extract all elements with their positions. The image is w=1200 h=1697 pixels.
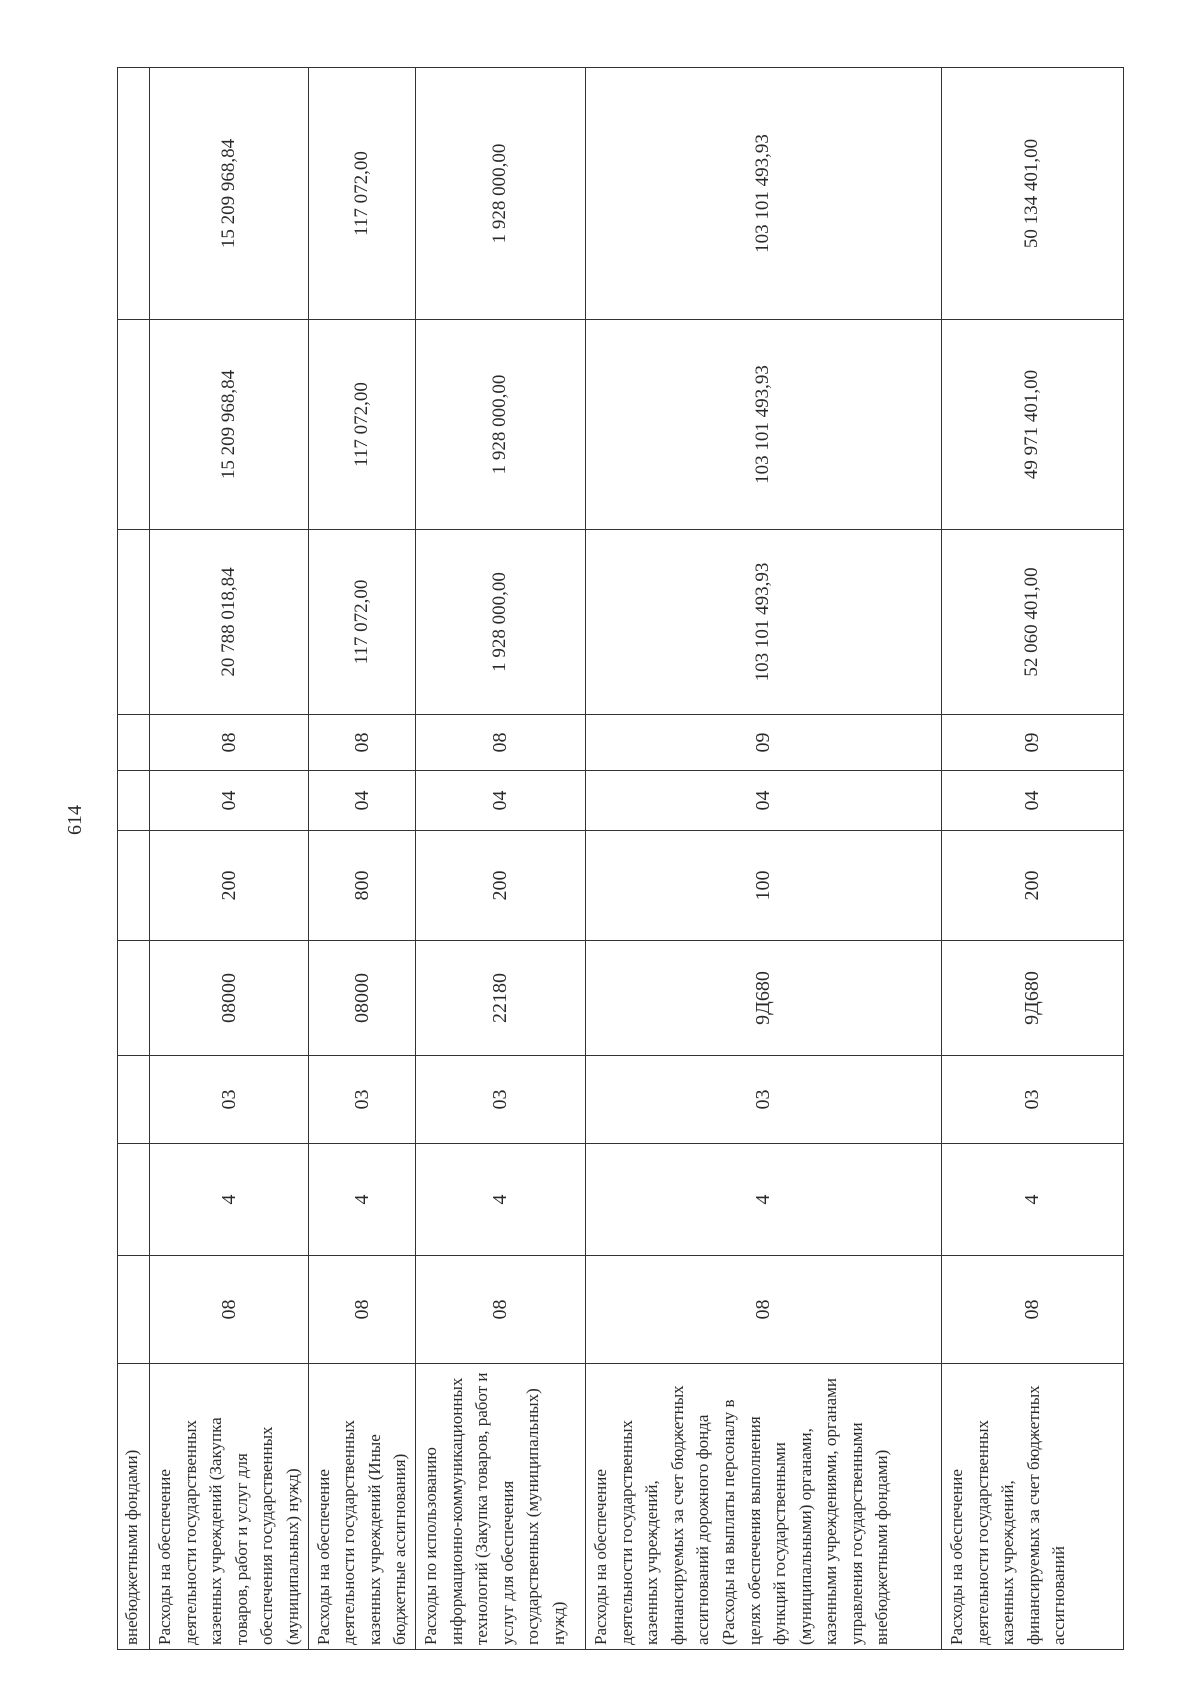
cell-code: 03 — [585, 1056, 941, 1144]
cell-amount: 15 209 968,84 — [150, 320, 309, 530]
cell-code: 09 — [585, 715, 941, 771]
cell-amount: 1 928 000,00 — [415, 530, 585, 715]
cell-code: 03 — [415, 1056, 585, 1144]
budget-table-rotated — [117, 68, 1099, 1650]
table-row — [150, 68, 309, 1650]
cell-amount: 103 101 493,93 — [585, 320, 941, 530]
table-row — [941, 68, 1123, 1650]
cell-code: 200 — [941, 831, 1123, 941]
cell-amount: 20 788 018,84 — [150, 530, 309, 715]
cell-code: 08 — [415, 1256, 585, 1364]
cell-empty — [118, 1056, 150, 1144]
cell-empty — [118, 68, 150, 320]
cell-amount: 117 072,00 — [308, 68, 415, 320]
table-row-continuation — [118, 68, 150, 1650]
cell-amount: 49 971 401,00 — [941, 320, 1123, 530]
cell-code: 200 — [150, 831, 309, 941]
cell-empty — [118, 1144, 150, 1256]
cell-empty — [118, 831, 150, 941]
cell-code: 03 — [150, 1056, 309, 1144]
cell-empty — [118, 715, 150, 771]
table-row — [415, 68, 585, 1650]
cell-code: 100 — [585, 831, 941, 941]
cell-empty — [118, 530, 150, 715]
cell-description: Расходы на обеспечение деятельности государственных казенных учреждений, финансируемых за счет бюджетных ассигнований — [941, 1364, 1123, 1650]
cell-code: 04 — [585, 771, 941, 831]
cell-code: 09 — [941, 715, 1123, 771]
cell-code: 03 — [941, 1056, 1123, 1144]
cell-empty — [118, 1256, 150, 1364]
cell-code: 800 — [308, 831, 415, 941]
cell-code: 9Д680 — [941, 941, 1123, 1056]
cell-code: 08 — [308, 715, 415, 771]
page-number: 614 — [64, 805, 86, 835]
cell-code: 08 — [150, 1256, 309, 1364]
cell-code: 04 — [941, 771, 1123, 831]
cell-amount: 15 209 968,84 — [150, 68, 309, 320]
cell-description: Расходы на обеспечение деятельности государственных казенных учреждений, финансируемых за счет бюджетных ассигнований дорожного фонда (Расходы на выплаты персоналу в целях обеспечения выполнения функций государственными (муниципальными) органами, казенными учреждениями, органами управления государственными внебюджетными фондами) — [585, 1364, 941, 1650]
cell-code: 9Д680 — [585, 941, 941, 1056]
cell-amount: 50 134 401,00 — [941, 68, 1123, 320]
cell-code: 4 — [308, 1144, 415, 1256]
cell-code: 08000 — [308, 941, 415, 1056]
cell-code: 4 — [585, 1144, 941, 1256]
cell-code: 08 — [415, 715, 585, 771]
cell-empty — [118, 771, 150, 831]
cell-empty — [118, 320, 150, 530]
cell-description: внебюджетными фондами) — [118, 1364, 150, 1650]
budget-table — [117, 67, 1124, 1650]
cell-code: 4 — [941, 1144, 1123, 1256]
cell-amount: 1 928 000,00 — [415, 68, 585, 320]
table-row — [308, 68, 415, 1650]
cell-code: 08 — [308, 1256, 415, 1364]
cell-amount: 52 060 401,00 — [941, 530, 1123, 715]
cell-code: 4 — [150, 1144, 309, 1256]
cell-code: 03 — [308, 1056, 415, 1144]
cell-code: 04 — [150, 771, 309, 831]
cell-code: 08 — [941, 1256, 1123, 1364]
table-row — [585, 68, 941, 1650]
cell-code: 08 — [150, 715, 309, 771]
cell-code: 08 — [585, 1256, 941, 1364]
cell-description: Расходы по использованию информационно-коммуникационных технологий (Закупка товаров, работ и услуг для обеспечения государственных (муниципальных) нужд) — [415, 1364, 585, 1650]
cell-amount: 117 072,00 — [308, 320, 415, 530]
cell-amount: 1 928 000,00 — [415, 320, 585, 530]
cell-description: Расходы на обеспечение деятельности государственных казенных учреждений (Закупка товаров, работ и услуг для обеспечения государственных (муниципальных) нужд) — [150, 1364, 309, 1650]
cell-amount: 103 101 493,93 — [585, 530, 941, 715]
cell-description: Расходы на обеспечение деятельности государственных казенных учреждений (Иные бюджетные ассигнования) — [308, 1364, 415, 1650]
cell-empty — [118, 941, 150, 1056]
cell-code: 04 — [308, 771, 415, 831]
cell-code: 4 — [415, 1144, 585, 1256]
cell-code: 200 — [415, 831, 585, 941]
cell-amount: 117 072,00 — [308, 530, 415, 715]
cell-code: 08000 — [150, 941, 309, 1056]
cell-code: 04 — [415, 771, 585, 831]
cell-code: 22180 — [415, 941, 585, 1056]
cell-amount: 103 101 493,93 — [585, 68, 941, 320]
